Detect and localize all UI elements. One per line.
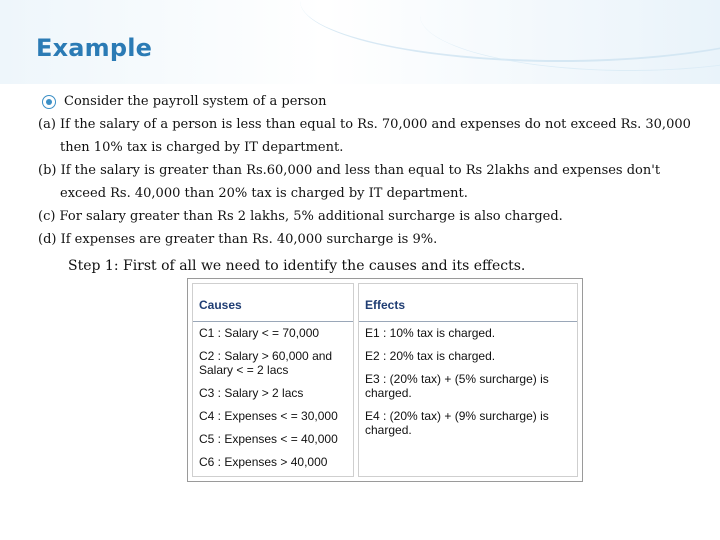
effect-e1: E1 : 10% tax is charged.	[365, 326, 496, 340]
effects-header: Effects	[359, 284, 577, 322]
cause-c4: C4 : Expenses < = 30,000	[199, 409, 338, 423]
cause-c1: C1 : Salary < = 70,000	[199, 326, 320, 340]
bullet-icon	[42, 95, 56, 109]
cause-c2: C2 : Salary > 60,000 and Salary < = 2 lacs	[199, 349, 333, 377]
effect-e3: E3 : (20% tax) + (5% surcharge) is charged.	[365, 372, 549, 400]
condition-d: (d) If expenses are greater than Rs. 40,000 surcharge is 9%.	[38, 232, 438, 247]
cause-c5: C5 : Expenses < = 40,000	[199, 432, 338, 446]
causes-header: Causes	[193, 284, 353, 322]
condition-a: (a) If the salary of a person is less than equal to Rs. 70,000 and expenses do not exceed Rs. 30,000 then 10% tax is charged by IT department.	[38, 117, 691, 155]
condition-c: (c) For salary greater than Rs 2 lakhs, 5% additional surcharge is also charged.	[38, 209, 563, 224]
causes-list	[193, 322, 353, 469]
effects-list	[359, 322, 577, 437]
causes-column	[192, 283, 354, 477]
step-text: Step 1: First of all we need to identify the causes and its effects.	[68, 258, 526, 274]
condition-b: (b) If the salary is greater than Rs.60,000 and less than equal to Rs 2lakhs and expenses don't exceed Rs. 40,000 than 20% tax is charged by IT department.	[38, 163, 661, 201]
cause-effect-table	[187, 278, 583, 482]
cause-c6: C6 : Expenses > 40,000	[199, 455, 328, 469]
effects-column	[358, 283, 578, 477]
effect-e4: E4 : (20% tax) + (9% surcharge) is charged.	[365, 409, 549, 437]
intro-line	[38, 90, 698, 113]
slide-content	[38, 90, 698, 278]
decorative-swoosh	[420, 0, 720, 71]
cause-c3: C3 : Salary > 2 lacs	[199, 386, 304, 400]
effect-e2: E2 : 20% tax is charged.	[365, 349, 496, 363]
intro-text: Consider the payroll system of a person	[64, 94, 327, 109]
slide-title: Example	[36, 34, 153, 62]
